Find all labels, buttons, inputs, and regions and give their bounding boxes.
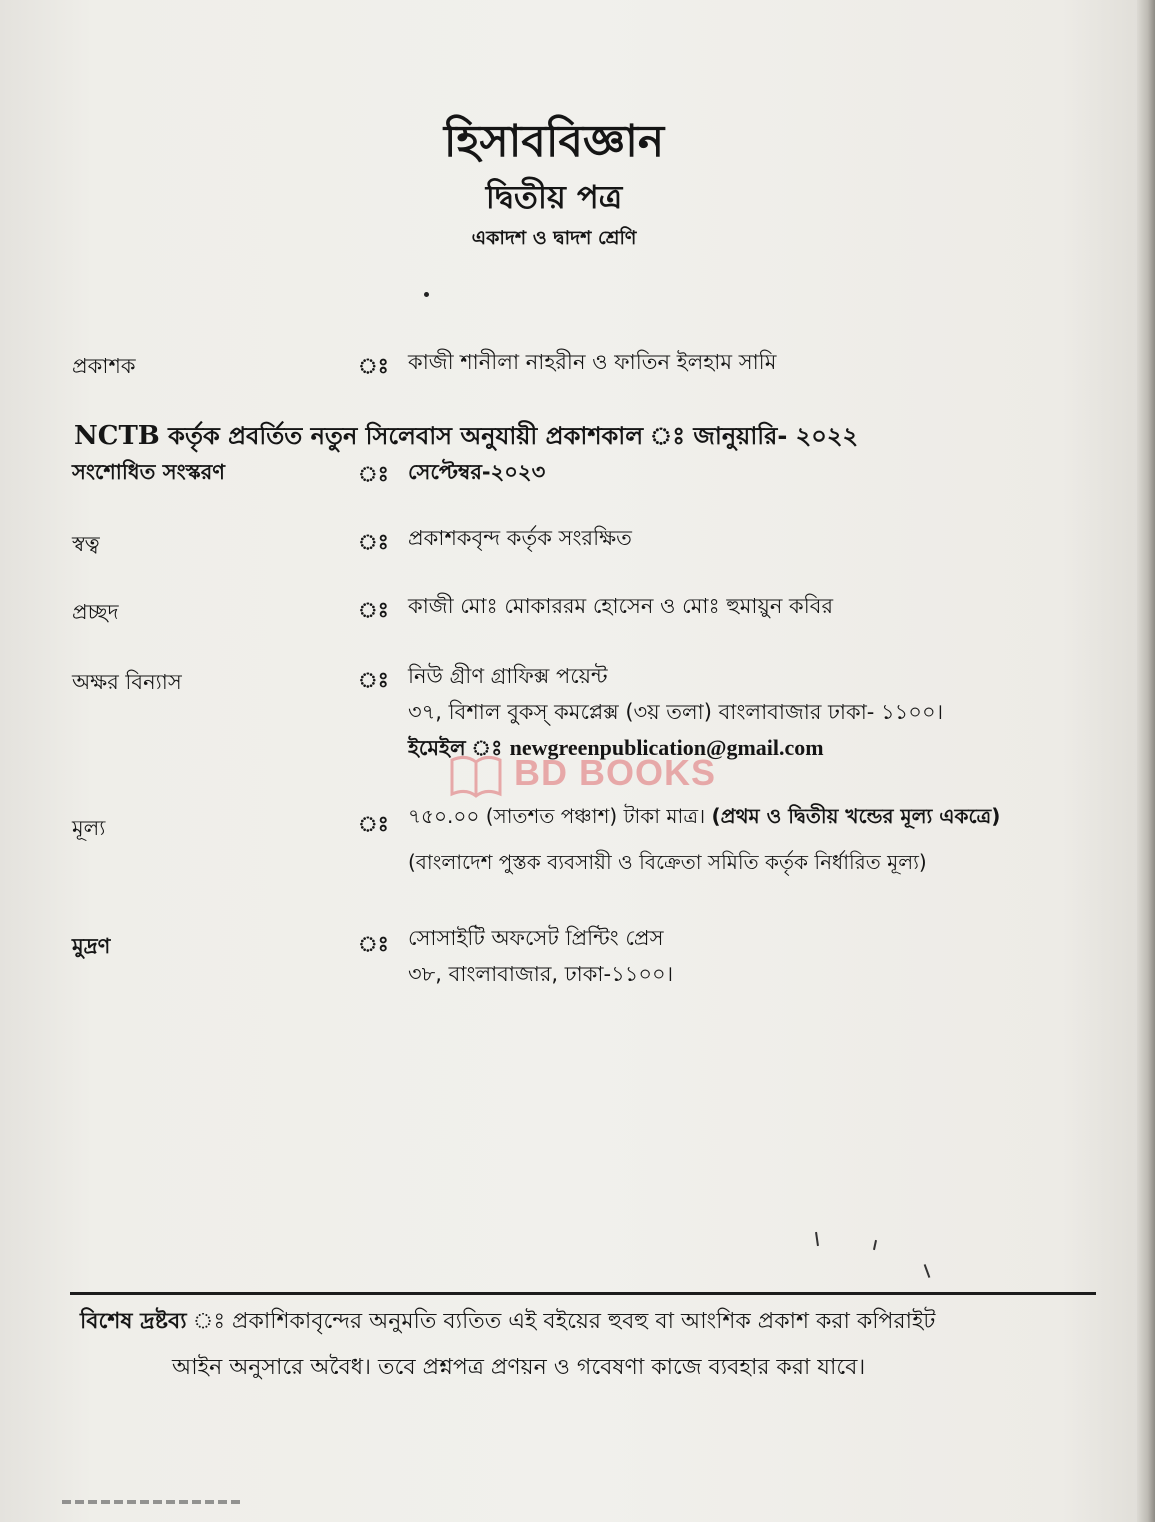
nctb-publication-line: [74, 418, 858, 458]
stray-dot: [424, 292, 429, 297]
printing-separator: ঃ: [358, 932, 389, 956]
copyright-label: স্বত্ব: [72, 532, 100, 556]
page-edge-shadow: [1137, 0, 1155, 1522]
book-subtitle: দ্বিতীয় পত্র: [485, 178, 623, 216]
typesetting-label: অক্ষর বিন্যাস: [72, 670, 182, 694]
printing-address: ৩৮, বাংলাবাজার, ঢাকা-১১০০।: [408, 962, 674, 986]
printing-label: মুদ্রণ: [72, 934, 111, 958]
watermark-text: BD BOOKS: [514, 752, 717, 793]
book-logo-icon: [448, 750, 504, 800]
price-combined-note: (প্রথম ও দ্বিতীয় খন্ডের মূল্য একত্রে): [711, 804, 1001, 828]
price-label: মূল্য: [72, 816, 106, 840]
price-line1: [408, 802, 1000, 835]
typesetting-address: ৩৭, বিশাল বুকস্ কমপ্লেক্স (৩য় তলা) বাংলাবাজার ঢাকা- ১১০০।: [408, 700, 944, 724]
publisher-value: কাজী শানীলা নাহরীন ও ফাতিন ইলহাম সামি: [408, 350, 777, 374]
revised-edition-label: সংশোধিত সংস্করণ: [72, 460, 226, 484]
price-authority-note: (বাংলাদেশ পুস্তক ব্যবসায়ী ও বিক্রেতা সমিতি কর্তৃক নির্ধারিত মূল্য): [408, 850, 927, 874]
revised-edition-value: সেপ্টেম্বর-২০২৩: [408, 460, 546, 484]
notice-line2: আইন অনুসারে অবৈধ। তবে প্রশ্নপত্র প্রণয়ন ও গবেষণা কাজে ব্যবহার করা যাবে।: [172, 1355, 866, 1380]
cover-separator: ঃ: [358, 598, 389, 622]
stray-mark: [815, 1232, 819, 1246]
nctb-abbr: NCTB: [74, 421, 160, 451]
stray-mark: [873, 1240, 877, 1250]
bd-books-watermark: [448, 742, 728, 808]
notice-label: বিশেষ দ্রষ্টব্য: [80, 1309, 187, 1334]
price-separator: ঃ: [358, 812, 389, 836]
publisher-separator: ঃ: [358, 354, 389, 378]
typesetting-separator: ঃ: [358, 668, 389, 692]
cover-label: প্রচ্ছদ: [72, 600, 119, 624]
price-amount: ৭৫০.০০ (সাতশত পঞ্চাশ) টাকা মাত্র।: [408, 804, 712, 828]
class-line: একাদশ ও দ্বাদশ শ্রেণি: [471, 227, 637, 249]
cover-value: কাজী মোঃ মোকাররম হোসেন ও মোঃ হুমায়ুন কবির: [408, 594, 834, 618]
book-title: হিসাববিজ্ঞান: [443, 116, 665, 167]
publisher-label: প্রকাশক: [72, 354, 136, 378]
copyright-separator: ঃ: [358, 530, 389, 554]
notice-line1: [80, 1304, 935, 1341]
printing-line1: সোসাইটি অফসেট প্রিন্টিং প্রেস: [408, 926, 664, 950]
copyright-value: প্রকাশকবৃন্দ কর্তৃক সংরক্ষিত: [408, 526, 632, 550]
notice-text-1: ঃ প্রকাশিকাবৃন্দের অনুমতি ব্যতিত এই বইয়ের হুবহু বা আংশিক প্রকাশ করা কপিরাইট: [186, 1309, 936, 1334]
typesetting-line1: নিউ গ্রীণ গ্রাফিক্স পয়েন্ট: [408, 664, 608, 688]
email-prefix: ইমেইল ঃ: [408, 736, 510, 760]
notice-divider: [70, 1292, 1096, 1295]
nctb-text: কর্তৃক প্রবর্তিত নতুন সিলেবাস অনুযায়ী প্রকাশকাল ঃ জানুয়ারি- ২০২২: [159, 422, 859, 450]
stray-mark: [924, 1264, 931, 1278]
revised-edition-separator: ঃ: [358, 462, 389, 486]
email-address: newgreenpublication@gmail.com: [509, 735, 824, 760]
bottom-print-marks: [62, 1500, 242, 1504]
